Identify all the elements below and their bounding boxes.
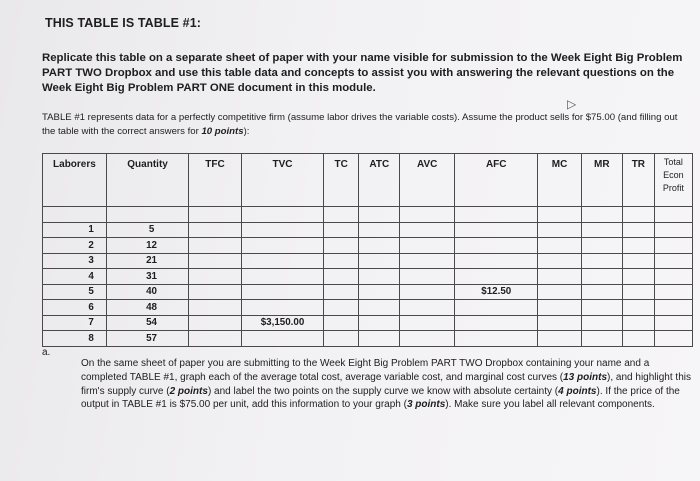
table-cell xyxy=(241,222,323,238)
table-cell xyxy=(455,269,538,285)
table-cell xyxy=(581,207,622,223)
table-cell: 8 xyxy=(43,331,107,347)
table-cell: 2 xyxy=(43,238,107,254)
table-cell xyxy=(189,315,242,331)
description-points: 10 points xyxy=(201,125,244,137)
table-cell xyxy=(241,269,323,285)
table-cell xyxy=(455,300,538,316)
header-cell: Quantity xyxy=(106,154,188,207)
description-end: ): xyxy=(243,125,250,137)
table-cell xyxy=(654,222,692,238)
table-cell xyxy=(455,253,538,269)
table-cell: 1 xyxy=(43,222,107,238)
header-cell: MC xyxy=(538,154,581,207)
table-row xyxy=(43,222,693,238)
description-text: TABLE #1 represents data for a perfectly competitive firm (assume labor drives the variable costs). Assume the product sells for $75.00 (and filling out the table with the correct answers for xyxy=(42,112,678,137)
table-cell xyxy=(324,315,359,331)
table-cell xyxy=(359,207,400,223)
table-cell xyxy=(106,207,188,223)
table-cell xyxy=(581,331,622,347)
header-cell: TVC xyxy=(241,154,323,207)
table-cell xyxy=(324,300,359,316)
table-cell xyxy=(400,300,455,316)
table-cell xyxy=(455,331,538,347)
table-cell xyxy=(359,284,400,300)
table-cell xyxy=(324,269,359,285)
table-cell xyxy=(400,284,455,300)
table-cell: 57 xyxy=(106,331,188,347)
table-cell: 40 xyxy=(106,284,188,300)
table-description xyxy=(42,111,682,138)
table-cell xyxy=(400,315,455,331)
table-cell xyxy=(241,331,323,347)
table-cell: 3 xyxy=(43,253,107,269)
table-cell: 31 xyxy=(106,269,188,285)
table-cell xyxy=(538,300,581,316)
table-cell xyxy=(241,207,323,223)
table-row xyxy=(43,284,693,300)
table-row xyxy=(43,331,693,347)
table-cell xyxy=(654,284,692,300)
table-cell: 5 xyxy=(43,284,107,300)
header-cell: TFC xyxy=(189,154,242,207)
header-cell: TC xyxy=(324,154,359,207)
table-cell: 12 xyxy=(106,238,188,254)
page-title: THIS TABLE IS TABLE #1: xyxy=(45,16,202,30)
table-cell xyxy=(359,222,400,238)
table-cell: $12.50 xyxy=(455,284,538,300)
table-cell xyxy=(654,238,692,254)
table-cell xyxy=(241,284,323,300)
table-cell xyxy=(324,207,359,223)
table-cell xyxy=(538,222,581,238)
table-cell xyxy=(455,207,538,223)
table-cell xyxy=(654,253,692,269)
header-cell: TR xyxy=(622,154,654,207)
table-row xyxy=(43,253,693,269)
table-row xyxy=(43,300,693,316)
table-cell: 48 xyxy=(106,300,188,316)
table-cell: 4 xyxy=(43,269,107,285)
table-cell xyxy=(538,253,581,269)
table-cell xyxy=(622,269,654,285)
table-cell xyxy=(400,222,455,238)
table-cell: 7 xyxy=(43,315,107,331)
table-cell xyxy=(538,207,581,223)
table-cell xyxy=(241,300,323,316)
table-cell xyxy=(622,284,654,300)
table-cell xyxy=(538,331,581,347)
table-cell xyxy=(455,315,538,331)
header-cell: AVC xyxy=(400,154,455,207)
table-cell xyxy=(359,238,400,254)
instructions-text: Replicate this table on a separate sheet of paper with your name visible for submission to the Week Eight Big Problem PART TWO Dropbox and use this table data and concepts to assist you with answering the relevant questions on the Week Eight Big Problem PART ONE document in this module. xyxy=(42,52,683,94)
table-cell xyxy=(400,253,455,269)
table-cell xyxy=(455,222,538,238)
table-cell: 5 xyxy=(106,222,188,238)
table-cell xyxy=(241,253,323,269)
table-row xyxy=(43,315,693,331)
table-cell xyxy=(622,222,654,238)
table-cell xyxy=(654,315,692,331)
question-text: On the same sheet of paper you are submitting to the Week Eight Big Problem PART TWO Dropbox containing your name and a completed TABLE #1, graph each of the average total cost, average variable cost, and marginal cost curves (13 points), and highlight this firm's supply curve (2 points) and label the two points on the supply curve we know with absolute certainty (4 points). If the price of the output in TABLE #1 is $75.00 per unit, add this information to your graph (3 points). Make sure you label all relevant components. xyxy=(81,358,691,411)
table-cell xyxy=(581,284,622,300)
table-cell xyxy=(324,331,359,347)
table-cell xyxy=(622,238,654,254)
table-cell xyxy=(189,284,242,300)
table-cell xyxy=(359,300,400,316)
table-row xyxy=(43,269,693,285)
table-cell xyxy=(581,238,622,254)
table-cell xyxy=(400,207,455,223)
table-cell xyxy=(189,207,242,223)
table-cell xyxy=(581,315,622,331)
table-cell xyxy=(455,238,538,254)
table-cell xyxy=(622,315,654,331)
table-cell xyxy=(189,331,242,347)
table-cell: 6 xyxy=(43,300,107,316)
table-cell xyxy=(359,315,400,331)
table-cell xyxy=(359,269,400,285)
table-cell xyxy=(538,315,581,331)
table-cell xyxy=(654,331,692,347)
table-header-row xyxy=(43,154,693,207)
table-cell xyxy=(622,331,654,347)
table-cell xyxy=(359,253,400,269)
table-cell xyxy=(622,253,654,269)
table-cell xyxy=(654,269,692,285)
table-cell xyxy=(189,269,242,285)
table-cell xyxy=(324,253,359,269)
mouse-cursor-icon: ▷ xyxy=(567,97,577,111)
table-cell xyxy=(581,269,622,285)
header-cell: ATC xyxy=(359,154,400,207)
table-cell xyxy=(400,238,455,254)
table-cell xyxy=(189,253,242,269)
table-row xyxy=(43,238,693,254)
table-cell xyxy=(43,207,107,223)
table-cell xyxy=(189,222,242,238)
table-cell xyxy=(400,269,455,285)
table-cell xyxy=(400,331,455,347)
table-cell: 21 xyxy=(106,253,188,269)
table-cell xyxy=(654,207,692,223)
data-table xyxy=(42,153,693,347)
header-cell-profit: Total Econ Profit xyxy=(654,154,692,207)
table-cell xyxy=(581,253,622,269)
table-cell xyxy=(359,331,400,347)
table-cell xyxy=(189,300,242,316)
header-cell: AFC xyxy=(455,154,538,207)
table-row xyxy=(43,207,693,223)
table-cell xyxy=(189,238,242,254)
table-cell xyxy=(324,222,359,238)
table-cell xyxy=(324,238,359,254)
table-cell xyxy=(241,238,323,254)
table-cell xyxy=(622,207,654,223)
table-cell: 54 xyxy=(106,315,188,331)
header-cell: MR xyxy=(581,154,622,207)
table-cell xyxy=(622,300,654,316)
table-cell xyxy=(538,284,581,300)
table-cell xyxy=(538,269,581,285)
table-cell xyxy=(324,284,359,300)
table-cell: $3,150.00 xyxy=(241,315,323,331)
table-cell xyxy=(581,300,622,316)
question-label: a. xyxy=(42,347,51,358)
table-cell xyxy=(538,238,581,254)
table-cell xyxy=(654,300,692,316)
table-cell xyxy=(581,222,622,238)
header-cell: Laborers xyxy=(43,154,107,207)
